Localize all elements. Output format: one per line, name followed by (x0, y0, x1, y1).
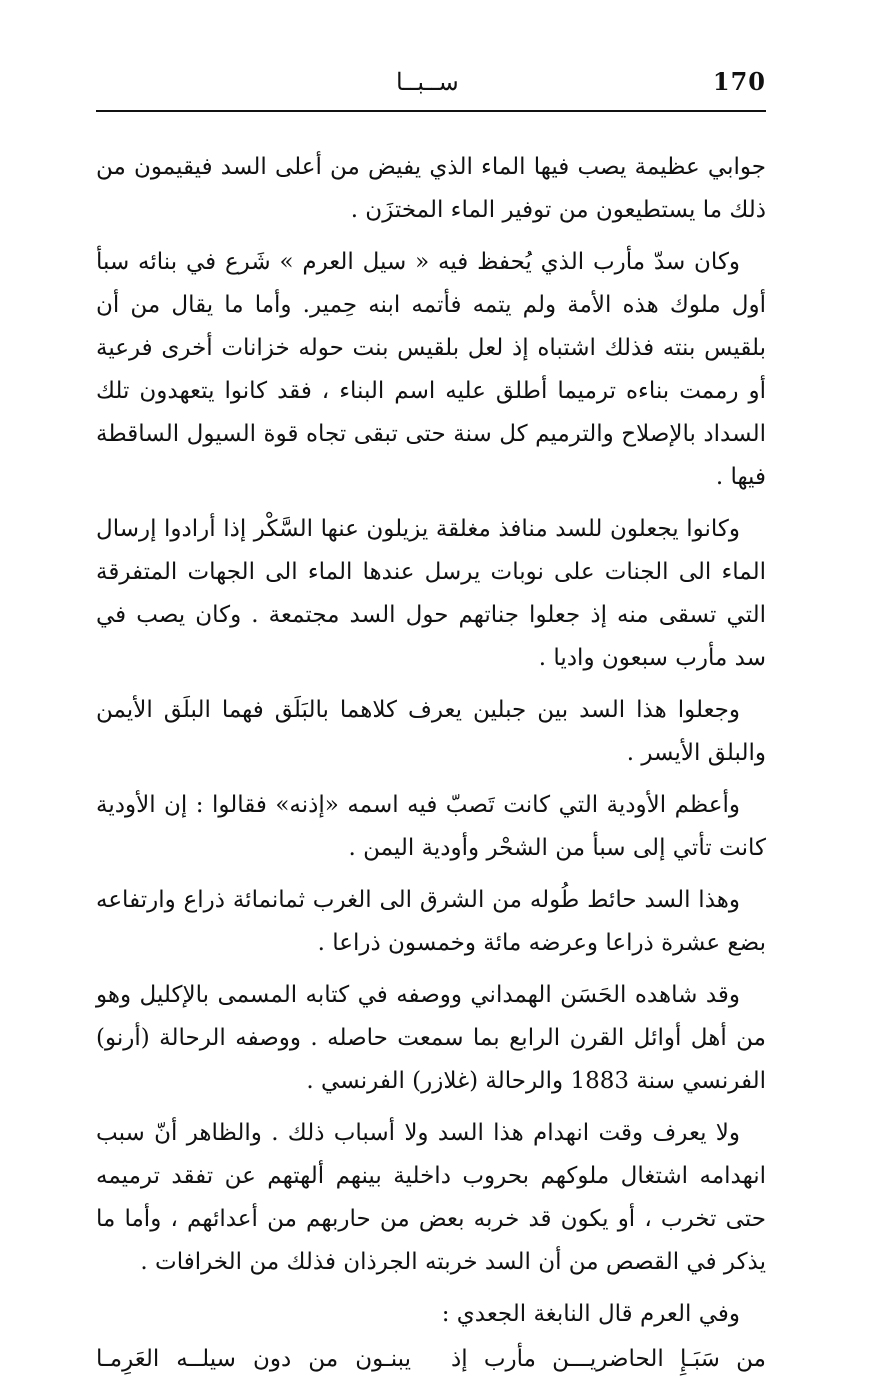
paragraph: وقد شاهده الحَسَن الهمداني ووصفه في كتابه المسمى بالإكليل وهو من أهل أوائل القرن الرابع بما سمعت حاصله . ووصفه الرحالة (أرنو) الفرنسي سنة 1883 والرحالة (غلازر) الفرنسي . (96, 982, 766, 1094)
paragraph: وهذا السد حائط طُوله من الشرق الى الغرب ثمانمائة ذراع وارتفاعه بضع عشرة ذراعا وعرضه مائة وخمسون ذراعا . (96, 887, 766, 956)
paragraph: ولا يعرف وقت انهدام هذا السد ولا أسباب ذلك . والظاهر أنّ سبب انهدامه اشتغال ملوكهم بحروب داخلية بينهم ألهتهم عن تفقد ترميمه حتى تخرب ، أو يكون قد خربه بعض من حاربهم من أعدائهم ، وأما ما يذكر في القصص من أن السد خربته الجرذان فذلك من الخرافات . (96, 1120, 766, 1275)
page-header (96, 66, 766, 108)
running-title: ســبــا (396, 68, 459, 96)
paragraph: جوابي عظيمة يصب فيها الماء الذي يفيض من أعلى السد فيقيمون من ذلك ما يستطيعون من توفير الماء المختزَن . (96, 154, 766, 223)
first-hemistich: من سَبَـإِ الحاضريـــن مأرب إذ (451, 1346, 766, 1372)
verse-intro: وفي العرم قال النابغة الجعدي : (441, 1301, 740, 1327)
page-number: 170 (712, 67, 766, 96)
paragraph: وأعظم الأودية التي كانت تَصبّ فيه اسمه «إذنه» فقالوا : إن الأودية كانت تأتي إلى سبأ من الشحْر وأودية اليمن . (96, 792, 766, 861)
body-text (96, 146, 766, 1381)
poem-verse (96, 1338, 766, 1381)
paragraph: وجعلوا هذا السد بين جبلين يعرف كلاهما بالبَلَق فهما البلَق الأيمن والبلق الأيسر . (96, 697, 766, 766)
paragraph: وكان سدّ مأرب الذي يُحفظ فيه « سيل العرم » شَرع في بنائه سبأ أول ملوك هذه الأمة ولم يتمه فأتمه ابنه حِمير. وأما ما يقال من أن بلقيس بنته فذلك اشتباه إذ لعل بلقيس بنت حوله خزانات أخرى فرعية أو رممت بناءه ترميما أطلق عليه اسم البناء ، فقد كانوا يتعهدون تلك السداد بالإصلاح والترميم كل سنة حتى تبقى تجاه قوة السيول الساقطة فيها . (96, 249, 767, 490)
paragraph: وكانوا يجعلون للسد منافذ مغلقة يزيلون عنها السَّكْر إذا أرادوا إرسال الماء الى الجنات على نوبات يرسل عندها الماء الى الجهات المتفرقة التي تسقى منه إذ جعلوا جناتهم حول السد مجتمعة . وكان يصب في سد مأرب سبعون واديا . (96, 516, 766, 671)
second-hemistich: يبنـون من دون سيلــه العَرِمـا (96, 1346, 411, 1372)
header-rule (96, 110, 766, 112)
